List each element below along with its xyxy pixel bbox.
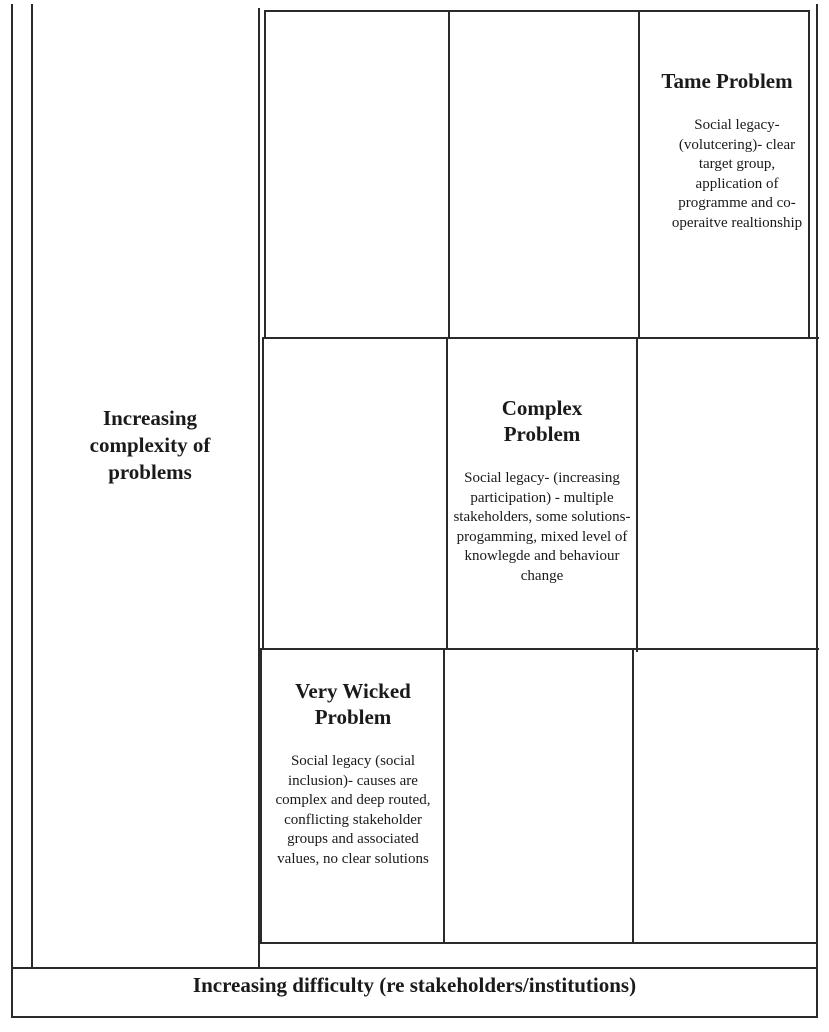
vertical-axis-label-box xyxy=(70,405,230,486)
frame-bottom-border xyxy=(11,1016,818,1018)
tame-problem-cell xyxy=(652,68,802,233)
complex-problem-cell xyxy=(452,395,632,586)
frame-right-border xyxy=(816,4,818,1018)
vertical-axis-label: Increasing complexity of problems xyxy=(89,406,211,484)
grid-col2-divider-middle xyxy=(636,339,638,652)
axis-column-left-border xyxy=(31,4,33,968)
tame-problem-title: Tame Problem xyxy=(661,69,793,93)
grid-top-border xyxy=(264,10,809,12)
grid-left-border-middle xyxy=(262,337,264,648)
axis-row-top-border xyxy=(11,967,818,969)
frame-left-border xyxy=(11,4,13,1018)
grid-bottom-border xyxy=(258,942,817,944)
wicked-problem-cell xyxy=(268,678,438,869)
complex-problem-description: Social legacy- (increasing participation) - multiple stakeholders, some solutions- progamming, mixed level of knowlegde and behaviour change xyxy=(453,470,631,584)
grid-col1-divider-middle xyxy=(446,337,448,650)
tame-problem-description: Social legacy- (volutcering)- clear target group, application of programme and co-operaitve realtionship xyxy=(671,117,803,231)
grid-left-border xyxy=(264,10,266,337)
grid-col2-divider-top xyxy=(638,10,640,339)
grid-left-border-bottom xyxy=(260,648,262,942)
grid-row1-divider xyxy=(264,337,819,339)
horizontal-axis-label-box xyxy=(13,972,816,998)
grid-col1-divider-top xyxy=(448,10,450,337)
grid-col1-divider-bottom xyxy=(443,650,445,942)
complex-problem-title: Complex Problem xyxy=(501,396,583,446)
grid-col2-divider-bottom xyxy=(632,650,634,942)
grid-row2-divider xyxy=(260,648,819,650)
wicked-problem-description: Social legacy (social inclusion)- causes are complex and deep routed, conflicting stakeholder groups and associated values, no clear solutions xyxy=(275,753,431,867)
grid-right-border xyxy=(808,10,810,339)
wicked-problem-title: Very Wicked Problem xyxy=(295,679,411,729)
horizontal-axis-label: Increasing difficulty (re stakeholders/institutions) xyxy=(192,973,637,997)
